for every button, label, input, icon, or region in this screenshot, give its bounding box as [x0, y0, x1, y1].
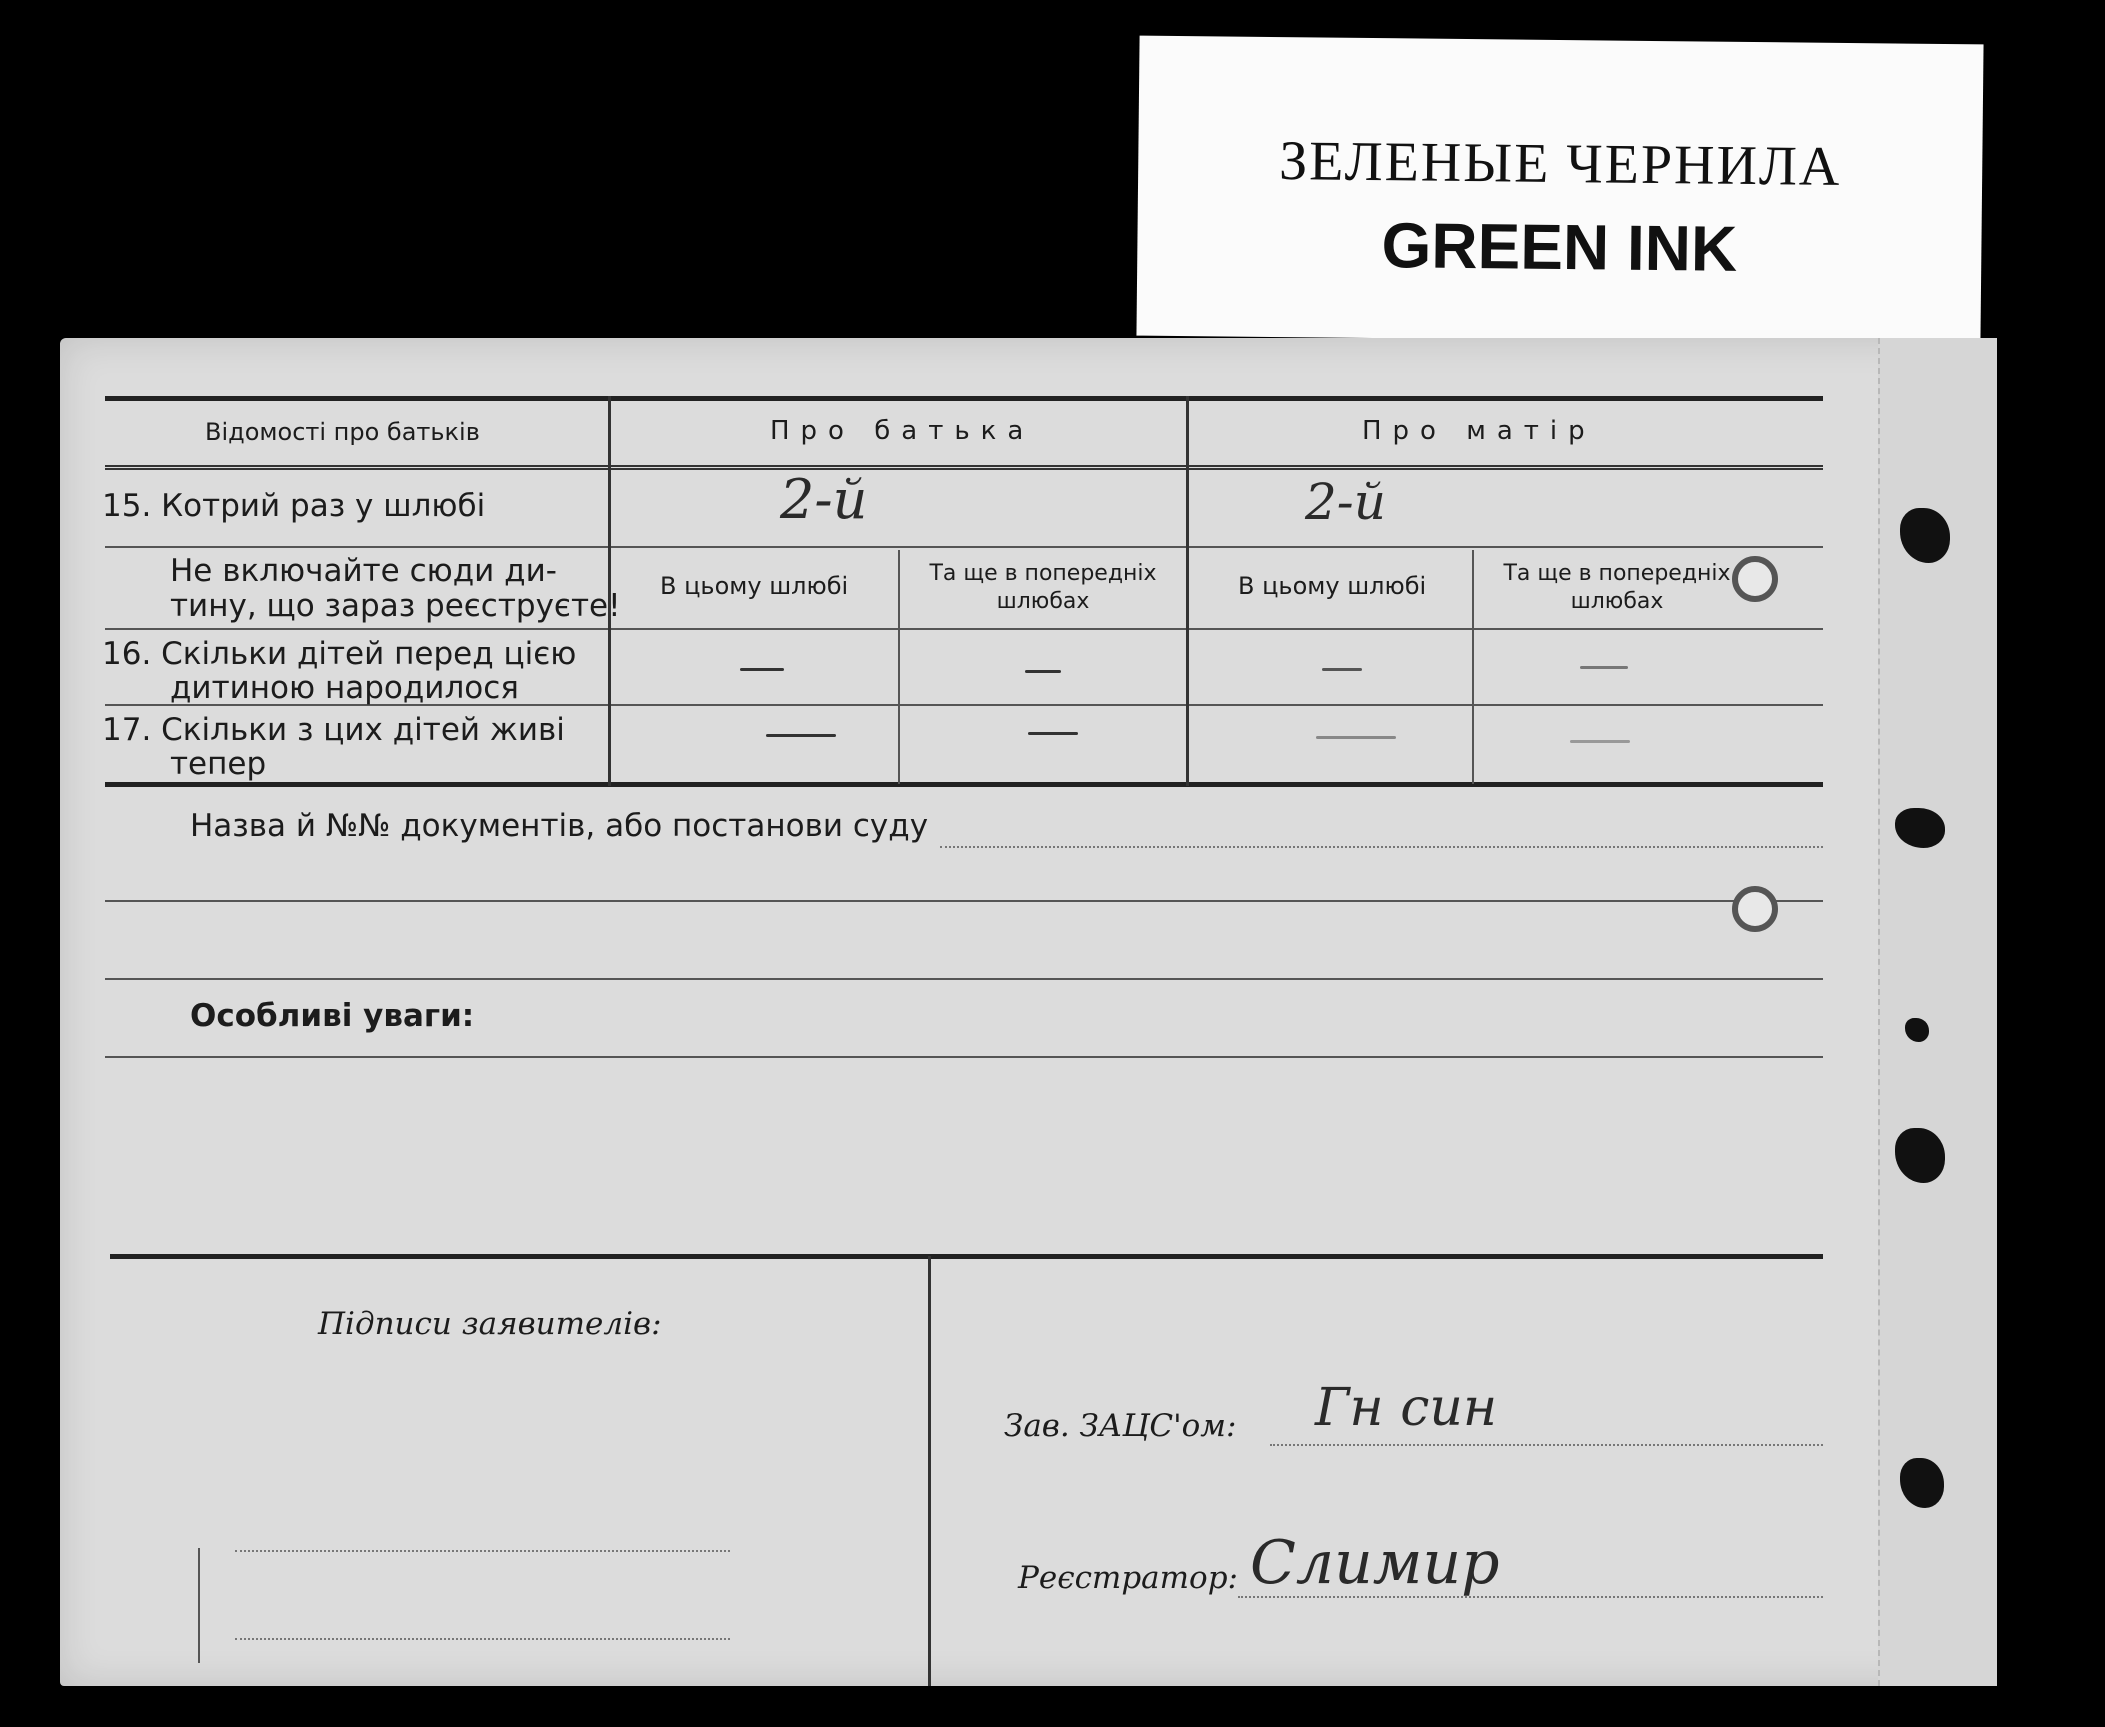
row16-mother-prev-dash: [1580, 666, 1628, 669]
row16-line-2: дитиною народилося: [170, 670, 519, 706]
applicants-signatures-label: Підписи заявителів:: [318, 1306, 662, 1342]
registrar-label: Реєстратор:: [1018, 1560, 1238, 1596]
documents-line-2: [105, 900, 1823, 902]
row17-mother-prev-dash: [1570, 740, 1630, 743]
row16-father-prev-dash: [1025, 670, 1061, 673]
puncture-3: [1905, 1018, 1929, 1042]
row17-father-prev-dash: [1028, 732, 1078, 735]
header-rule: [105, 465, 1823, 473]
binder-hole-top: [1732, 556, 1778, 602]
table-top-rule: [105, 396, 1823, 401]
table-bottom-rule: [105, 782, 1823, 787]
row17-line-2: тепер: [170, 746, 267, 782]
note-line-2: тину, що зараз реєструєте!: [170, 588, 621, 624]
row15-label: 15. Котрий раз у шлюбі: [102, 488, 486, 524]
documents-line-3: [105, 978, 1823, 980]
col-divider-mother-sub: [1472, 550, 1474, 784]
note-line-1: Не включайте сюди ди-: [170, 553, 557, 589]
signatures-divider: [928, 1256, 931, 1686]
head-signature-line: [1270, 1444, 1823, 1446]
row17-mother-this-dash: [1316, 736, 1396, 739]
ink-label-russian: ЗЕЛЕНЫЕ ЧЕРНИЛА: [1278, 130, 1842, 198]
documents-dotted-line: [940, 846, 1823, 848]
row15-mother-value: 2-й: [1305, 473, 1386, 531]
applicant-signature-line-2: [235, 1638, 730, 1640]
registrar-signature: Слимир: [1250, 1528, 1500, 1598]
row15-rule: [105, 546, 1823, 548]
header-father: Про батька: [770, 416, 1035, 446]
row16-mother-this-dash: [1322, 668, 1362, 671]
row17-father-this-dash: [766, 734, 836, 737]
applicant-signature-line-1: [235, 1550, 730, 1552]
form-sheet: [60, 338, 1995, 1686]
row16-father-this-dash: [740, 668, 784, 671]
special-notes-line: [105, 1056, 1823, 1058]
row17-line-1: 17. Скільки з цих дітей живі: [102, 712, 565, 748]
special-notes-label: Особливі уваги:: [190, 998, 475, 1034]
header-mother: Про матір: [1362, 416, 1596, 446]
father-this-marriage: В цьому шлюбі: [660, 572, 849, 600]
binder-hole-middle: [1732, 886, 1778, 932]
ink-label-card: [1136, 36, 1983, 345]
header-parents-info: Відомості про батьків: [205, 418, 480, 446]
applicant-bracket: [198, 1548, 200, 1663]
mother-previous-marriages: Та ще в попередніх шлюбах: [1503, 561, 1731, 614]
col-divider-father-sub: [898, 550, 900, 784]
head-signature: Гн син: [1315, 1378, 1498, 1438]
head-label: Зав. ЗАЦС'ом:: [1004, 1408, 1237, 1444]
col-divider-2: [1186, 396, 1189, 786]
signatures-top-rule: [110, 1254, 1823, 1259]
row15-father-value: 2-й: [780, 468, 868, 531]
ink-label-english: GREEN INK: [1381, 209, 1738, 285]
mother-this-marriage: В цьому шлюбі: [1238, 572, 1427, 600]
row16-line-1: 16. Скільки дітей перед цією: [102, 636, 577, 672]
note-rule: [105, 628, 1823, 630]
father-previous-marriages: Та ще в попередніх шлюбах: [929, 561, 1157, 614]
documents-label: Назва й №№ документів, або постанови суду: [190, 808, 929, 844]
